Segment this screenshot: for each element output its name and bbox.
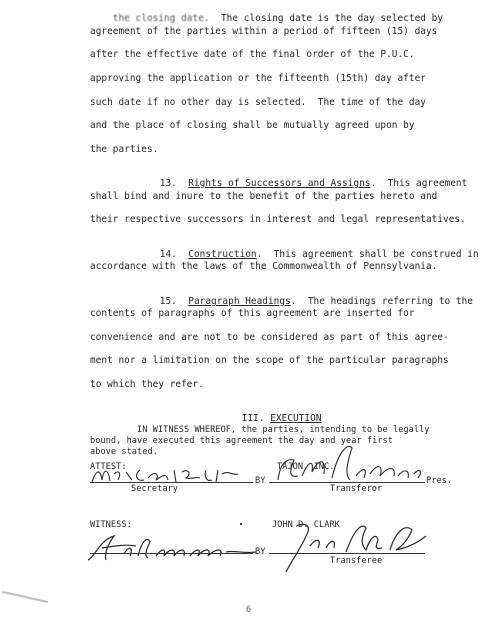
transferee-name: JOHN D. CLARK [272,520,340,530]
handwritten-signature-secretary [88,460,258,490]
scan-smudge [0,586,50,604]
paragraph-line: contents of paragraphs of this agreement are inserted for [90,308,415,319]
witness-clause-line: above stated. [90,447,158,457]
paragraph-line: their respective successors in interest and legal representatives. [90,214,466,225]
paragraph-line: after the effective date of the final order of the P.U.C. [90,49,415,60]
paragraph-number: 15. [159,296,177,307]
paragraph-line: shall bind and inure to the benefit of the parties hereto and [90,191,438,202]
paragraph-number: 14. [159,249,177,260]
line-text: . This agreement shall be construed in [256,249,479,260]
secretary-caption: Secretary [131,484,179,494]
page-number: 6 [246,605,252,615]
paragraph-heading: Rights of Successors and Assigns [188,178,371,189]
paragraph-line: accordance with the laws of the Commonwealth of Pennsylvania. [90,261,438,272]
paragraph-line: approving the application or the fifteenth (15th) day after [90,73,426,84]
section-number: III. [241,413,265,424]
paragraph-line: to which they refer. [90,379,204,390]
company-name: TAJON, INC. [277,462,335,472]
transferor-caption: Transferor [330,484,383,494]
line-text: . This agreement [370,178,468,189]
by-label: BY [255,476,266,486]
scan-dot [240,523,242,525]
handwritten-signature-transferee [266,516,436,578]
section-title: EXECUTION [270,413,322,424]
line-text: The closing date is the day selected by [220,13,444,24]
paragraph-heading: Construction [188,249,257,260]
cut-off-text: the closing date. [112,13,210,24]
paragraph-line: ment nor a limitation on the scope of the particular paragraphs [90,355,449,366]
attest-label: ATTEST: [90,462,127,472]
paragraph-line: the parties. [90,144,159,155]
handwritten-signature-witness [84,530,264,566]
title-pres: Pres. [426,476,453,486]
handwritten-signature-president [268,440,433,488]
witness-clause-line: bound, have executed this agreement the day and year first [90,436,393,446]
paragraph-number: 13. [159,178,177,189]
paragraph-line: agreement of the parties within a period of fifteen (15) days [90,26,438,37]
paragraph-line: such date if no other day is selected. The time of the day [90,97,426,108]
paragraph-heading: Paragraph Headings [188,296,291,307]
paragraph-line: convenience and are not to be considered as part of this agree- [90,332,449,343]
by-label: BY [255,547,266,557]
witness-label: WITNESS: [90,520,132,530]
witness-clause-line: IN WITNESS WHEREOF, the parties, intending to be legally [137,425,430,435]
transferee-caption: Transferee [330,556,383,566]
line-text: . The headings referring to the [290,296,473,307]
paragraph-line: and the place of closing shall be mutually agreed upon by [90,120,415,131]
